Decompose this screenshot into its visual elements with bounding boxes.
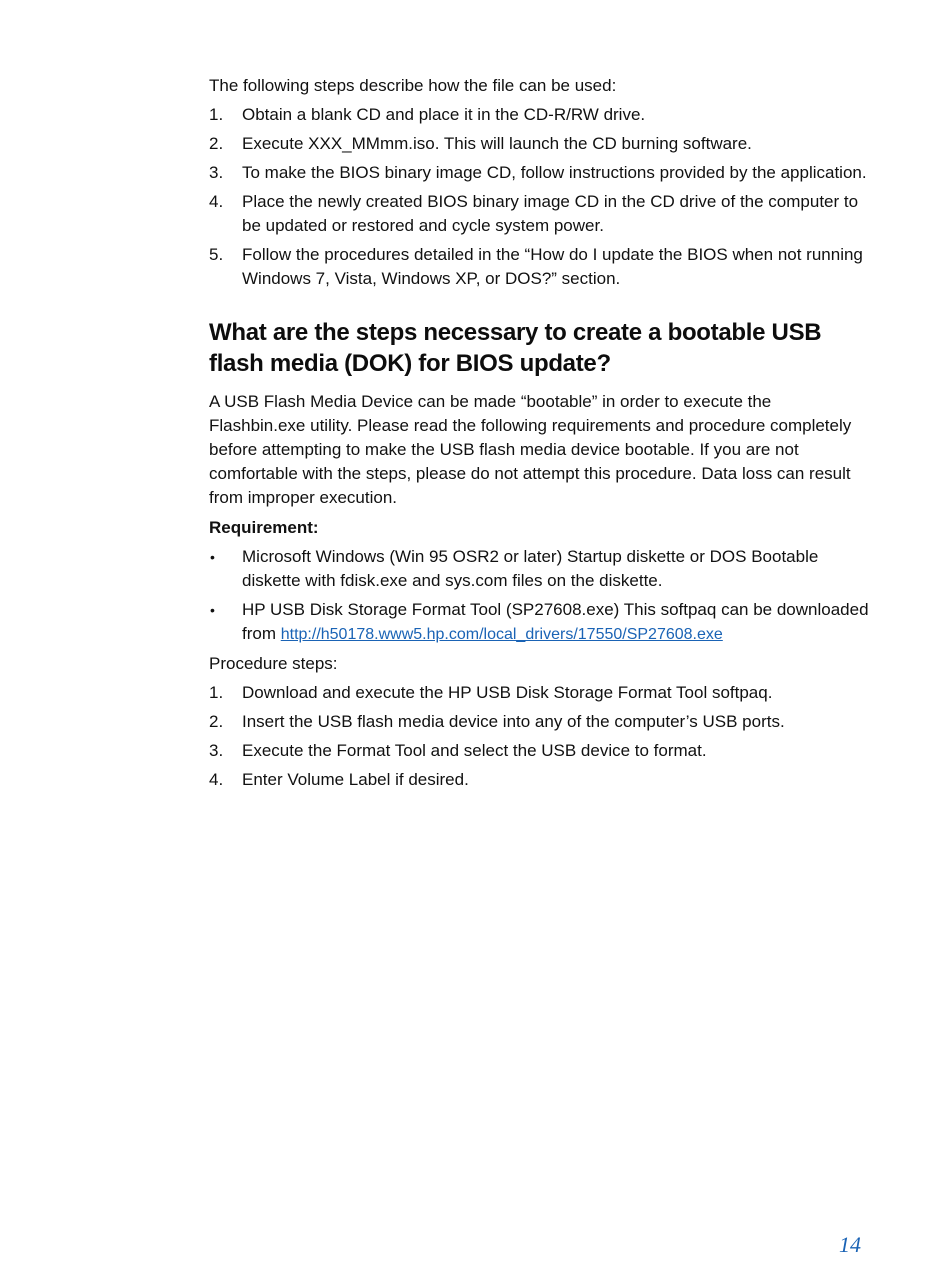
step-text: Obtain a blank CD and place it in the CD-R/RW drive. — [242, 105, 646, 124]
list-item — [209, 598, 869, 647]
document-page — [209, 74, 869, 797]
requirement-text: HP USB Disk Storage Format Tool (SP27608.exe) This softpaq can be downloaded from — [242, 600, 869, 643]
step-number: 3. — [209, 741, 224, 760]
intro-text: The following steps describe how the file can be used: — [209, 76, 617, 95]
list-item — [209, 768, 869, 792]
step-number: 1. — [209, 105, 224, 124]
download-link[interactable]: http://h50178.www5.hp.com/local_drivers/17550/SP27608.exe — [280, 626, 723, 643]
list-item — [209, 190, 869, 238]
step-text: Follow the procedures detailed in the “How do I update the BIOS when not running Windows 7, Vista, Windows XP, or DOS?” section. — [242, 245, 863, 288]
step-text: Insert the USB flash media device into any of the computer’s USB ports. — [242, 712, 785, 731]
page-number: 14 — [839, 1232, 861, 1257]
step-text: Download and execute the HP USB Disk Storage Format Tool softpaq. — [242, 683, 773, 702]
step-number: 4. — [209, 192, 224, 211]
step-text: Enter Volume Label if desired. — [242, 770, 469, 789]
step-number: 5. — [209, 245, 224, 264]
procedure-steps-list — [209, 681, 869, 792]
step-text: Place the newly created BIOS binary image CD in the CD drive of the computer to be updated or restored and cycle system power. — [242, 192, 859, 235]
step-text: Execute the Format Tool and select the USB device to format. — [242, 741, 707, 760]
list-item — [209, 739, 869, 763]
step-number: 1. — [209, 683, 224, 702]
step-number: 3. — [209, 163, 224, 182]
list-item — [209, 681, 869, 705]
procedure-label: Procedure steps: — [209, 654, 338, 673]
requirement-label: Requirement: — [209, 518, 319, 537]
requirement-text: Microsoft Windows (Win 95 OSR2 or later) Startup diskette or DOS Bootable diskette with fdisk.exe and sys.com files on the diskette. — [242, 547, 819, 590]
bullet-icon: • — [210, 549, 215, 565]
step-text: To make the BIOS binary image CD, follow instructions provided by the application. — [242, 163, 867, 182]
list-item — [209, 545, 869, 593]
step-number: 4. — [209, 770, 224, 789]
list-item — [209, 243, 869, 291]
step-text: Execute XXX_MMmm.iso. This will launch the CD burning software. — [242, 134, 752, 153]
cd-steps-list — [209, 103, 869, 291]
list-item — [209, 132, 869, 156]
list-item — [209, 103, 869, 127]
list-item — [209, 710, 869, 734]
requirements-list — [209, 545, 869, 647]
bullet-icon: • — [210, 602, 215, 618]
step-number: 2. — [209, 712, 224, 731]
step-number: 2. — [209, 134, 224, 153]
section-heading: What are the steps necessary to create a bootable USB flash media (DOK) for BIOS update? — [209, 319, 822, 377]
list-item — [209, 161, 869, 185]
section-paragraph: A USB Flash Media Device can be made “bootable” in order to execute the Flashbin.exe utility. Please read the following requirements and procedure completely before attempting to make the USB flash media device bootable. If you are not comfortable with the steps, please do not attempt this procedure. Data loss can result from improper execution. — [209, 392, 852, 507]
